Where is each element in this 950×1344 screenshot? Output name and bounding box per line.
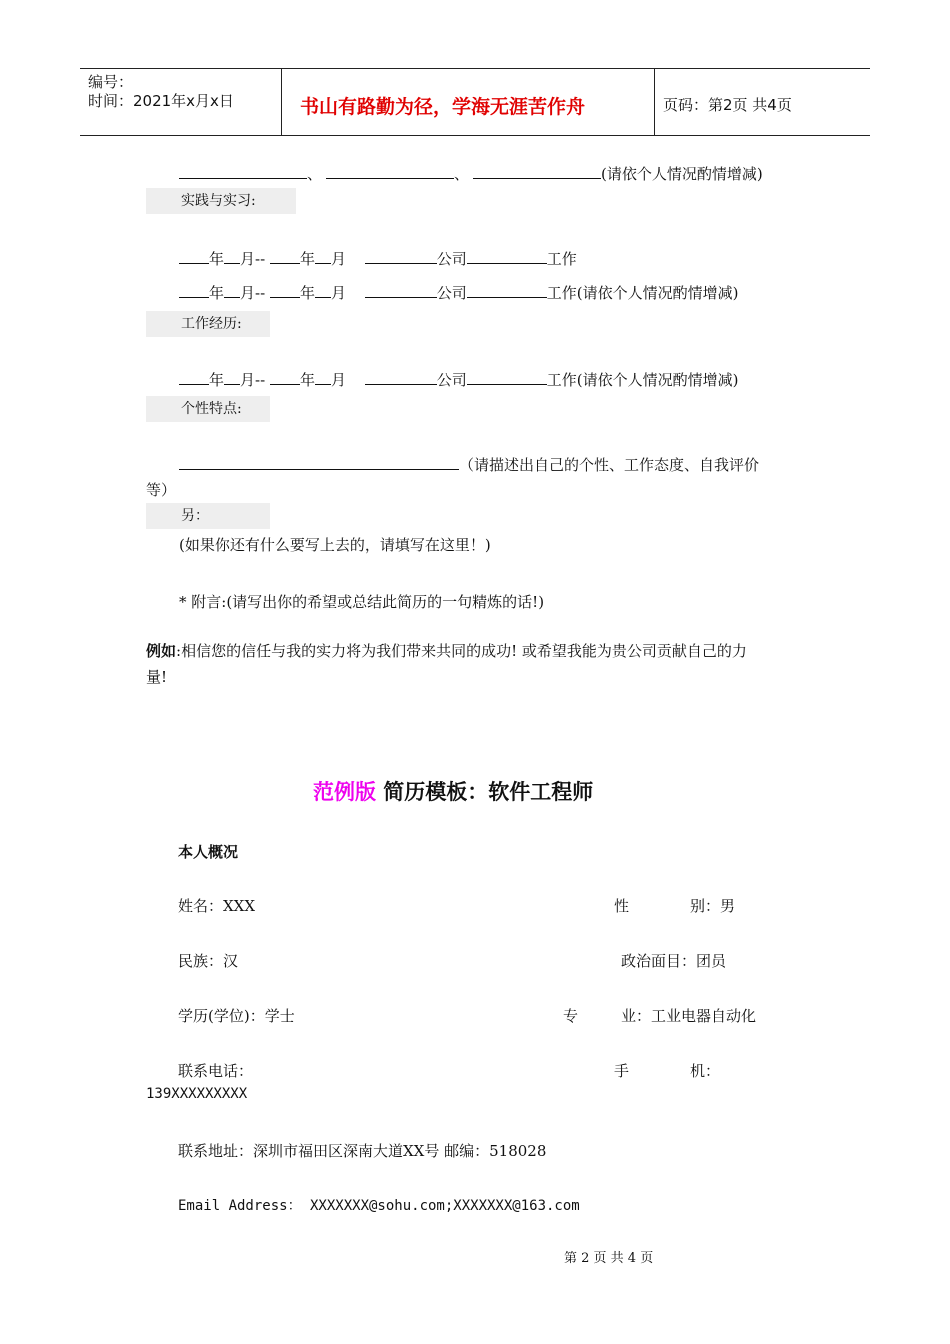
example-label: 例如 [146, 642, 177, 660]
gender-value: 别：男 [690, 897, 736, 915]
company-label: 公司 [436, 371, 467, 389]
work-label: 工作 [546, 250, 577, 268]
company-label: 公司 [436, 250, 467, 268]
blank-line [179, 164, 307, 179]
blank-line [179, 283, 209, 298]
appendix-text: * 附言:(请写出你的希望或总结此简历的一句精炼的话!) [179, 593, 545, 611]
hint-text: (请依个人情况酌情增减) [576, 284, 739, 302]
example-text: :相信您的信任与我的实力将为我们带来共同的成功! 或希望我能为贵公司贡献自己的力 [176, 642, 747, 660]
blank-line [270, 283, 300, 298]
major-value: 业：工业电器自动化 [621, 1007, 757, 1025]
blank-line [315, 249, 331, 264]
practice-row-2 [179, 282, 739, 303]
year-label: 年 [299, 250, 315, 268]
year-label: 年 [299, 371, 315, 389]
blank-line [467, 283, 547, 298]
work-label: 工作 [546, 284, 577, 302]
serial-label: 编号： [88, 73, 134, 91]
separator: 、 [307, 165, 323, 183]
work-label: 工作 [546, 371, 577, 389]
year-label: 年 [209, 371, 225, 389]
dash: -- [255, 371, 266, 389]
other-hint: (如果你还有什么要写上去的，请填写在这里！) [179, 536, 491, 554]
hint-text: (请依个人情况酌情增减) [601, 165, 763, 183]
blank-line [224, 249, 240, 264]
header-motto: 书山有路勤为径，学海无涯苦作舟 [300, 96, 586, 118]
year-label: 年 [299, 284, 315, 302]
work-row-1 [179, 369, 739, 390]
month-label: 月 [330, 284, 346, 302]
ethnicity-field: 民族：汉 [178, 952, 239, 970]
month-label: 月 [330, 250, 346, 268]
tag-personality: 个性特点: [146, 396, 270, 422]
blank-line [270, 370, 300, 385]
blank-line [315, 370, 331, 385]
example-line-2: 量! [146, 668, 168, 686]
personality-hint-end: 等） [146, 481, 177, 499]
blank-line [365, 283, 437, 298]
time-label: 时间：2021年x月x日 [88, 92, 234, 110]
blank-line [270, 249, 300, 264]
email-field: Email Address： XXXXXXX@sohu.com;XXXXXXX@163.com [178, 1198, 580, 1214]
page-info: 页码：第2页 共4页 [663, 96, 792, 114]
skills-blanks-row [179, 163, 763, 184]
mobile-number: 139XXXXXXXXX [146, 1086, 248, 1102]
tag-practice: 实践与实习: [146, 188, 296, 214]
dash: -- [255, 284, 266, 302]
mobile-value-label: 机： [690, 1062, 721, 1080]
tag-work-experience: 工作经历: [146, 311, 270, 337]
blank-line [326, 164, 454, 179]
title-main: 简历模板：软件工程师 [376, 780, 594, 804]
gender-label: 性 [614, 897, 630, 915]
month-label: 月 [240, 371, 256, 389]
footer-page-number: 第 2 页 共 4 页 [564, 1251, 654, 1266]
month-label: 月 [330, 371, 346, 389]
blank-line [473, 164, 601, 179]
example-line-1 [146, 640, 747, 661]
blank-line [224, 283, 240, 298]
blank-line [179, 370, 209, 385]
address-field: 联系地址：深圳市福田区深南大道XX号 邮编：518028 [178, 1142, 547, 1160]
blank-line [315, 283, 331, 298]
practice-row-1 [179, 248, 577, 269]
month-label: 月 [240, 250, 256, 268]
mobile-label: 手 [614, 1062, 630, 1080]
major-label: 专 [563, 1007, 579, 1025]
phone-field: 联系电话： [178, 1062, 254, 1080]
title-accent: 范例版 [313, 780, 376, 804]
section-heading: 本人概况 [178, 843, 239, 861]
tag-other: 另： [146, 503, 270, 529]
blank-line [365, 249, 437, 264]
name-field: 姓名：XXX [178, 897, 256, 915]
blank-line [179, 249, 209, 264]
education-field: 学历(学位)：学士 [178, 1007, 295, 1025]
blank-line [467, 370, 547, 385]
hint-text: (请依个人情况酌情增减) [576, 371, 739, 389]
company-label: 公司 [436, 284, 467, 302]
year-label: 年 [209, 284, 225, 302]
political-field: 政治面目：团员 [621, 952, 727, 970]
blank-line [467, 249, 547, 264]
dash: -- [255, 250, 266, 268]
separator: 、 [454, 165, 470, 183]
blank-line [224, 370, 240, 385]
personality-row [179, 454, 759, 475]
year-label: 年 [209, 250, 225, 268]
blank-line [365, 370, 437, 385]
month-label: 月 [240, 284, 256, 302]
resume-title [313, 776, 593, 806]
blank-line [179, 455, 459, 470]
personality-hint: （请描述出自己的个性、工作态度、自我评价 [459, 456, 760, 474]
